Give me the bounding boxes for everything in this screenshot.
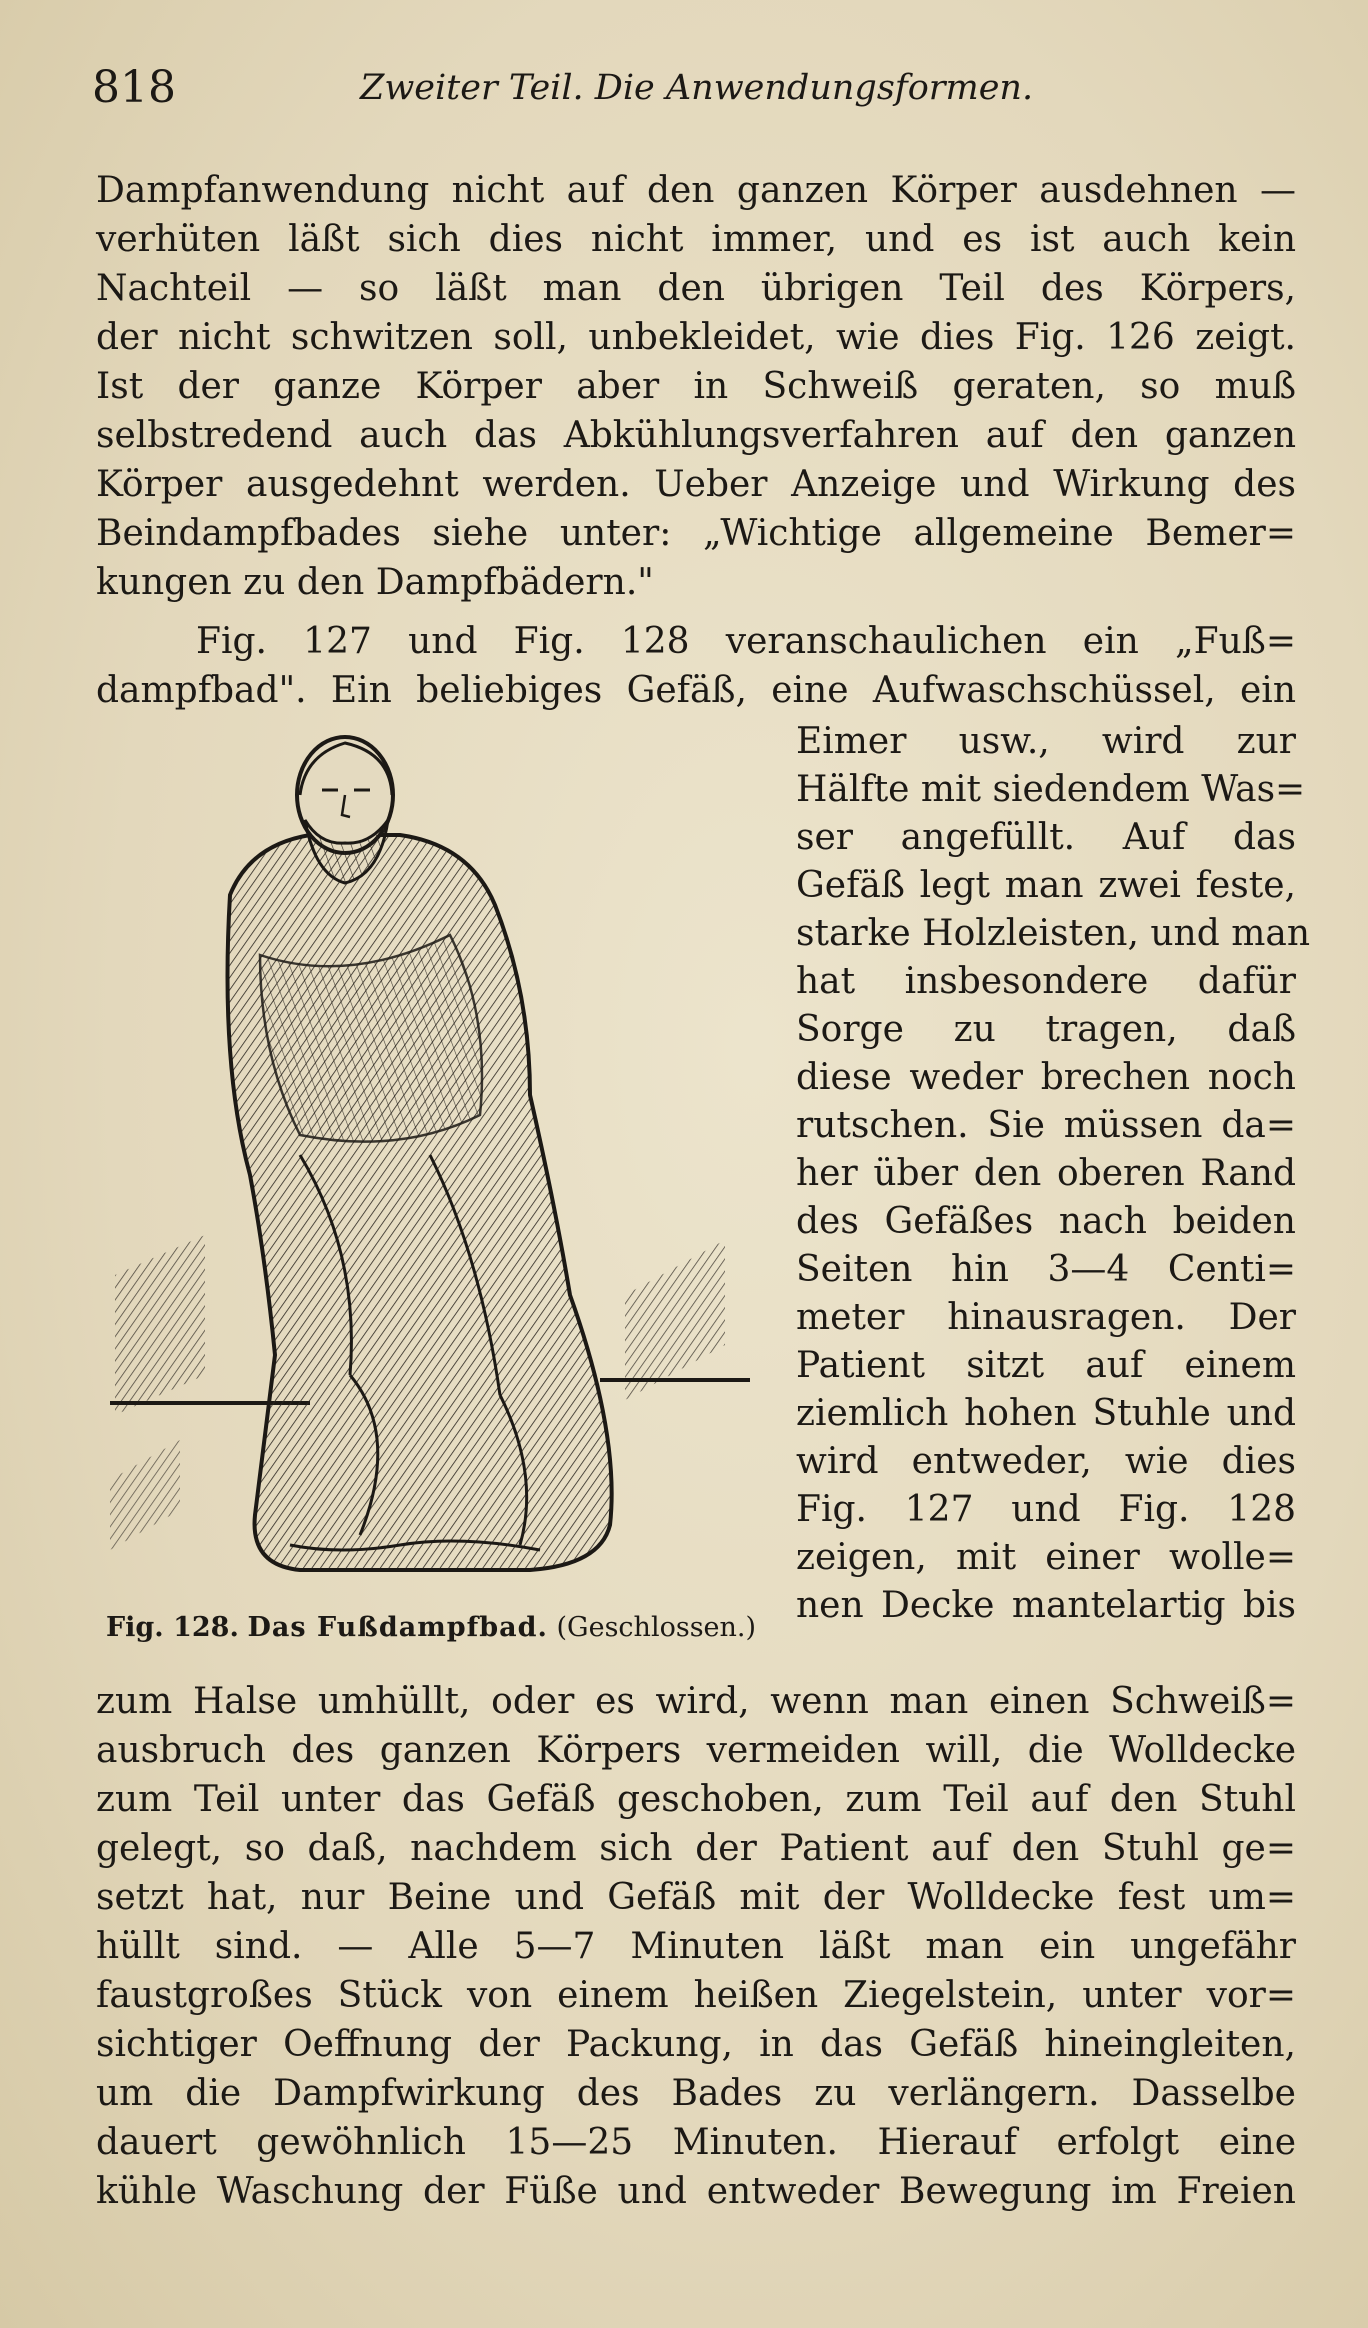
text-line: rutschen. Sie müssen da= bbox=[796, 1105, 1296, 1146]
text-line: zeigen, mit einer wolle= bbox=[796, 1537, 1296, 1578]
text-line: dauert gewöhnlich 15—25 Minuten. Hierauf erfolgt eine bbox=[96, 2122, 1296, 2163]
text-line: faustgroßes Stück von einem heißen Ziegelstein, unter vor= bbox=[96, 1975, 1296, 2016]
text-line: Gefäß legt man zwei feste, bbox=[796, 865, 1296, 906]
text-line: der nicht schwitzen soll, unbekleidet, wie dies Fig. 126 zeigt. bbox=[96, 317, 1296, 358]
text-line: her über den oberen Rand bbox=[796, 1153, 1296, 1194]
text-line: Fig. 127 und Fig. 128 bbox=[796, 1489, 1296, 1530]
text-line: sichtiger Oeffnung der Packung, in das Gefäß hineingleiten, bbox=[96, 2024, 1296, 2065]
text-line: verhüten läßt sich dies nicht immer, und es ist auch kein bbox=[96, 219, 1296, 260]
text-line: Patient sitzt auf einem bbox=[796, 1345, 1296, 1386]
text-line: meter hinausragen. Der bbox=[796, 1297, 1296, 1338]
text-line: des Gefäßes nach beiden bbox=[796, 1201, 1296, 1242]
text-line: nen Decke mantelartig bis bbox=[796, 1585, 1296, 1626]
text-line: Sorge zu tragen, daß bbox=[796, 1009, 1296, 1050]
figure-number: Fig. 128. bbox=[106, 1612, 239, 1643]
figure-illustration bbox=[100, 735, 760, 1615]
text-line: gelegt, so daß, nachdem sich der Patient auf den Stuhl ge= bbox=[96, 1828, 1296, 1869]
text-line: zum Teil unter das Gefäß geschoben, zum Teil auf den Stuhl bbox=[96, 1779, 1296, 1820]
text-line: Ist der ganze Körper aber in Schweiß geraten, so muß bbox=[96, 366, 1296, 407]
text-line: Dampfanwendung nicht auf den ganzen Körper ausdehnen — bbox=[96, 170, 1296, 211]
blanket-wrapped-body bbox=[228, 835, 612, 1570]
page-number: 818 bbox=[92, 62, 176, 113]
figure-note: (Geschlossen.) bbox=[556, 1612, 757, 1643]
text-line: ziemlich hohen Stuhle und bbox=[796, 1393, 1296, 1434]
text-line: selbstredend auch das Abkühlungsverfahren auf den ganzen bbox=[96, 415, 1296, 456]
figure-caption bbox=[106, 1610, 786, 1646]
running-title: Zweiter Teil. Die Anwendungsformen. bbox=[360, 68, 1034, 108]
text-line: Nachteil — so läßt man den übrigen Teil des Körpers, bbox=[96, 268, 1296, 309]
text-line: ausbruch des ganzen Körpers vermeiden will, die Wolldecke bbox=[96, 1730, 1296, 1771]
text-line: ser angefüllt. Auf das bbox=[796, 817, 1296, 858]
text-line: dampfbad". Ein beliebiges Gefäß, eine Aufwaschschüssel, ein bbox=[96, 670, 1296, 711]
page-header bbox=[92, 62, 1292, 132]
text-line: setzt hat, nur Beine und Gefäß mit der Wolldecke fest um= bbox=[96, 1877, 1296, 1918]
text-line: kungen zu den Dampfbädern." bbox=[96, 562, 654, 603]
text-line: Hälfte mit siedendem Was= bbox=[796, 769, 1306, 810]
wrapped-patient-illustration bbox=[100, 735, 760, 1615]
text-line: Beindampfbades siehe unter: „Wichtige allgemeine Bemer= bbox=[96, 513, 1296, 554]
text-line: Eimer usw., wird zur bbox=[796, 721, 1296, 762]
right-bench-hatching bbox=[600, 1240, 750, 1400]
text-line: wird entweder, wie dies bbox=[796, 1441, 1296, 1482]
text-line: zum Halse umhüllt, oder es wird, wenn man einen Schweiß= bbox=[96, 1681, 1296, 1722]
text-line: hüllt sind. — Alle 5—7 Minuten läßt man ein ungefähr bbox=[96, 1926, 1296, 1967]
text-line: kühle Waschung der Füße und entweder Bewegung im Freien bbox=[96, 2171, 1296, 2212]
text-line: Seiten hin 3—4 Centi= bbox=[796, 1249, 1296, 1290]
text-line: hat insbesondere dafür bbox=[796, 961, 1296, 1002]
text-line: um die Dampfwirkung des Bades zu verlängern. Dasselbe bbox=[96, 2073, 1296, 2114]
text-line: Fig. 127 und Fig. 128 veranschaulichen ein „Fuß= bbox=[196, 621, 1296, 662]
figure-title: Das Fußdampfbad. bbox=[247, 1612, 548, 1643]
text-line: Körper ausgedehnt werden. Ueber Anzeige und Wirkung des bbox=[96, 464, 1296, 505]
text-line: diese weder brechen noch bbox=[796, 1057, 1296, 1098]
text-line: starke Holzleisten, und man bbox=[796, 913, 1311, 954]
